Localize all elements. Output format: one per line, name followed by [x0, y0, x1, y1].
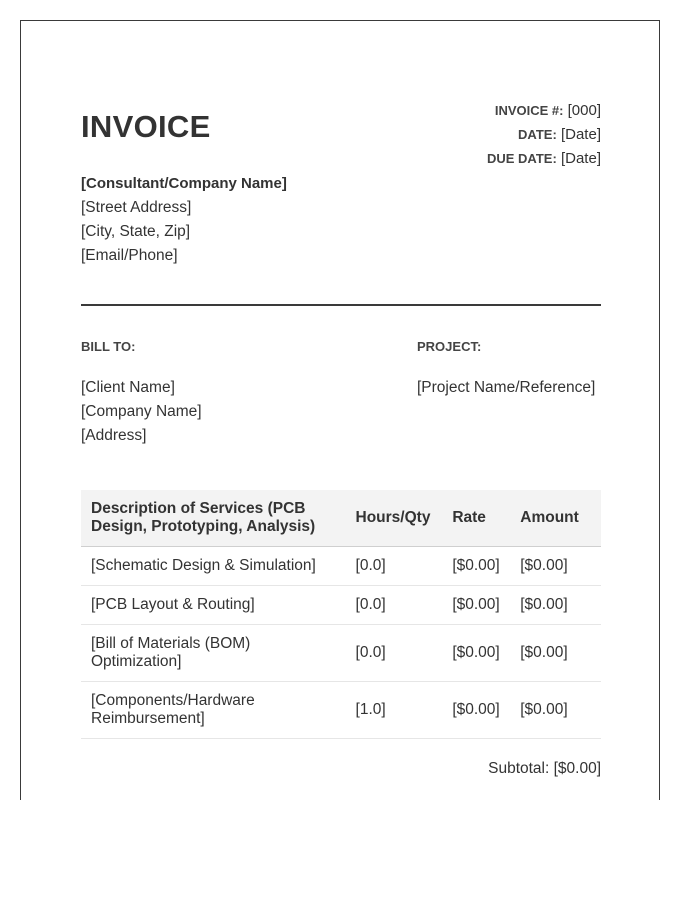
invoice-page: [20, 20, 660, 800]
row-description: [Schematic Design & Simulation]: [81, 547, 346, 586]
invoice-number-label: INVOICE #:: [494, 103, 564, 118]
bill-to-address: [Address]: [81, 427, 147, 444]
invoice-date-line: [487, 123, 601, 147]
project-label: PROJECT:: [417, 339, 482, 354]
bill-to-section: [81, 339, 381, 448]
bill-to-company: [Company Name]: [81, 403, 202, 420]
row-rate: [$0.00]: [442, 625, 510, 682]
table-row: [81, 625, 601, 682]
invoice-title: INVOICE: [81, 109, 211, 144]
table-row: [81, 682, 601, 739]
sender-street: [Street Address]: [81, 199, 192, 216]
project-name: [Project Name/Reference]: [417, 379, 596, 396]
subtotal-line: Subtotal: [$0.00]: [488, 760, 601, 777]
row-rate: [$0.00]: [442, 586, 510, 625]
row-description: [PCB Layout & Routing]: [81, 586, 346, 625]
sender-address: [81, 172, 287, 268]
row-rate: [$0.00]: [442, 682, 510, 739]
header-hours-qty: Hours/Qty: [346, 490, 443, 547]
row-description: [Components/Hardware Reimbursement]: [81, 682, 346, 739]
row-amount: [$0.00]: [510, 682, 601, 739]
table-row: [81, 586, 601, 625]
invoice-date-label: DATE:: [518, 127, 557, 142]
table-row: [81, 547, 601, 586]
row-rate: [$0.00]: [442, 547, 510, 586]
invoice-number-value: [000]: [567, 102, 601, 119]
invoice-number-line: [487, 99, 601, 123]
header-description: Description of Services (PCB Design, Prototyping, Analysis): [81, 490, 346, 547]
sender-contact: [Email/Phone]: [81, 247, 178, 264]
row-amount: [$0.00]: [510, 586, 601, 625]
invoice-due-date-label: DUE DATE:: [486, 151, 557, 166]
bill-to-client: [Client Name]: [81, 379, 175, 396]
table-header-row: [81, 490, 601, 547]
row-description: [Bill of Materials (BOM) Optimization]: [81, 625, 346, 682]
project-section: [417, 339, 601, 400]
project-lines: [417, 376, 601, 400]
invoice-date-value: [Date]: [560, 126, 601, 143]
row-qty: [0.0]: [346, 547, 443, 586]
bill-to-label: BILL TO:: [81, 339, 136, 354]
header-amount: Amount: [510, 490, 601, 547]
row-amount: [$0.00]: [510, 625, 601, 682]
sender-company: [Consultant/Company Name]: [81, 175, 287, 192]
header-rate: Rate: [442, 490, 510, 547]
invoice-due-date-value: [Date]: [560, 150, 601, 167]
services-table: [81, 490, 601, 739]
row-qty: [1.0]: [346, 682, 443, 739]
row-amount: [$0.00]: [510, 547, 601, 586]
header-divider: [81, 304, 601, 306]
row-qty: [0.0]: [346, 586, 443, 625]
sender-city: [City, State, Zip]: [81, 223, 191, 240]
invoice-meta: [487, 99, 601, 171]
row-qty: [0.0]: [346, 625, 443, 682]
invoice-due-date-line: [487, 147, 601, 171]
bill-to-lines: [81, 376, 381, 448]
